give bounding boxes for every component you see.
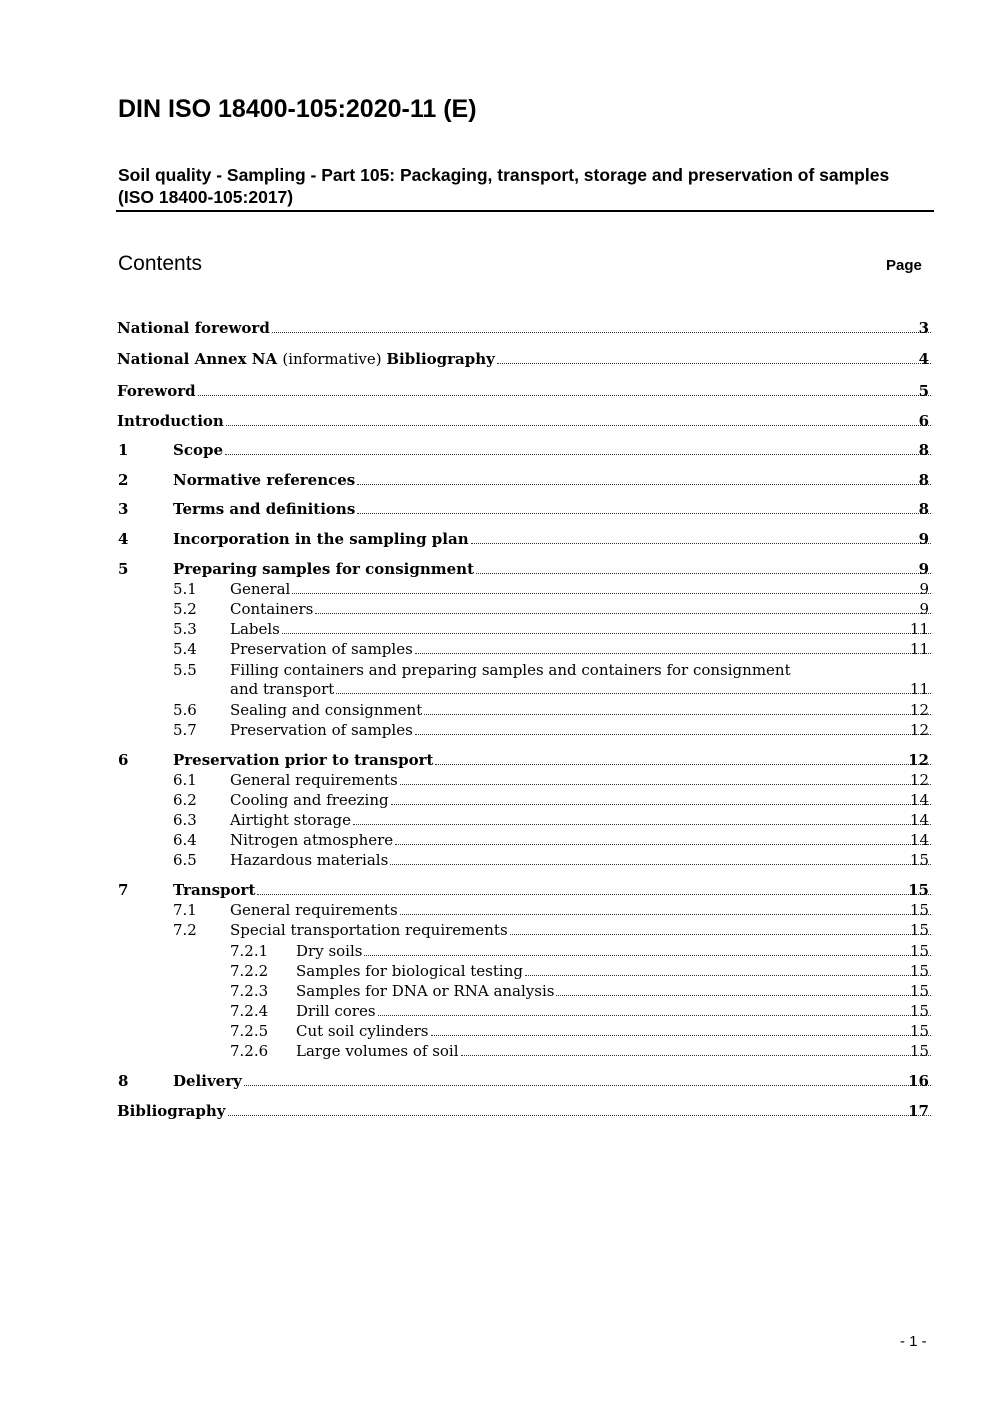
toc-entry-number: 5.5 (173, 661, 197, 679)
dot-leader (244, 1084, 931, 1086)
dot-leader (415, 652, 931, 654)
toc-entry[interactable] (0, 770, 992, 790)
toc-entry-number: 6.5 (173, 851, 197, 869)
toc-entry-page: 14 (909, 811, 929, 829)
toc-entry[interactable] (0, 1071, 992, 1091)
page-number: - 1 - (900, 1333, 927, 1350)
toc-entry-page: 14 (909, 791, 929, 809)
title-divider (116, 210, 934, 212)
toc-entry-page: 9 (918, 560, 929, 578)
toc-entry-title: Containers (230, 600, 314, 618)
toc-entry[interactable] (0, 850, 992, 870)
toc-entry[interactable] (0, 810, 992, 830)
toc-entry-title: Introduction (117, 412, 224, 430)
dot-leader (471, 542, 931, 544)
toc-entry[interactable] (0, 440, 992, 460)
toc-entry-title: Filling containers and preparing samples and containers for consignment (230, 661, 791, 679)
toc-entry-number: 7.2.2 (230, 962, 269, 980)
dot-leader (424, 713, 931, 715)
toc-entry[interactable] (0, 790, 992, 810)
dot-leader (395, 843, 931, 845)
page-column-heading: Page (886, 257, 922, 274)
dot-leader (257, 893, 931, 895)
dot-leader (390, 863, 931, 865)
toc-entry-page: 8 (918, 500, 929, 518)
toc-entry-title: Hazardous materials (230, 851, 389, 869)
toc-entry[interactable] (0, 639, 992, 659)
toc-entry[interactable] (0, 981, 992, 1001)
toc-entry[interactable] (0, 961, 992, 981)
dot-leader (461, 1054, 931, 1056)
toc-entry-title: National foreword (117, 319, 270, 337)
toc-entry-number: 7.2.6 (230, 1042, 269, 1060)
toc-entry-page: 15 (909, 901, 929, 919)
toc-entry-title: Samples for biological testing (296, 962, 523, 980)
toc-entry-page: 3 (918, 319, 929, 337)
toc-entry-page: 17 (908, 1102, 929, 1120)
toc-entry-page: 15 (908, 881, 929, 899)
dot-leader (357, 512, 931, 514)
toc-entry-page: 5 (918, 382, 929, 400)
dot-leader (497, 362, 931, 364)
dot-leader (378, 1014, 931, 1016)
toc-entry[interactable] (0, 941, 992, 961)
toc-entry-title: Cooling and freezing (230, 791, 389, 809)
toc-entry-number: 7.2.3 (230, 982, 269, 1000)
dot-leader (272, 331, 931, 333)
dot-leader (391, 803, 931, 805)
toc-entry[interactable] (0, 470, 992, 490)
toc-entry-number: 7.2 (173, 921, 197, 939)
dot-leader (315, 612, 931, 614)
toc-entry-page: 15 (909, 982, 929, 1000)
toc-entry-number: 7.2.5 (230, 1022, 269, 1040)
toc-entry-number: 6.3 (173, 811, 197, 829)
toc-entry[interactable] (0, 900, 992, 920)
dot-leader (353, 823, 931, 825)
toc-entry-title: Preservation prior to transport (173, 751, 434, 769)
toc-entry[interactable] (0, 700, 992, 720)
toc-entry-page: 11 (909, 640, 929, 658)
toc-entry-title: Terms and definitions (173, 500, 356, 518)
toc-entry-title: Preparing samples for consignment (173, 560, 474, 578)
document-title: DIN ISO 18400-105:2020-11 (E) (118, 95, 477, 123)
toc-entry-page: 15 (909, 1022, 929, 1040)
toc-entry-title: Transport (173, 881, 256, 899)
dot-leader (225, 453, 931, 455)
toc-entry-number: 7 (118, 881, 129, 899)
toc-entry-page: 11 (909, 680, 929, 698)
toc-entry-page: 15 (909, 921, 929, 939)
dot-leader (357, 483, 931, 485)
toc-entry-page: 11 (909, 620, 929, 638)
toc-entry-page: 12 (909, 771, 929, 789)
toc-entry-page: 16 (908, 1072, 929, 1090)
dot-leader (435, 763, 931, 765)
toc-entry-page: 15 (909, 1042, 929, 1060)
toc-entry-number: 2 (118, 471, 129, 489)
toc-entry-number: 5.1 (173, 580, 197, 598)
toc-entry[interactable] (0, 920, 992, 940)
toc-entry-title: Incorporation in the sampling plan (173, 530, 469, 548)
dot-leader (556, 994, 931, 996)
toc-entry[interactable] (0, 499, 992, 519)
toc-entry[interactable] (0, 750, 992, 770)
dot-leader (364, 954, 931, 956)
toc-entry-title: Preservation of samples (230, 640, 413, 658)
toc-entry-title: Preservation of samples (230, 721, 413, 739)
dot-leader (228, 1114, 932, 1116)
toc-entry-page: 4 (918, 350, 929, 368)
toc-entry-number: 6 (118, 751, 129, 769)
toc-entry-number: 5.3 (173, 620, 197, 638)
toc-entry[interactable] (0, 619, 992, 639)
toc-entry-title-continuation: and transport (230, 680, 335, 698)
toc-entry-title: Delivery (173, 1072, 242, 1090)
toc-entry-page: 12 (909, 721, 929, 739)
toc-entry-title: National Annex NA (informative) Bibliography (117, 350, 495, 368)
toc-entry-page: 12 (909, 701, 929, 719)
toc-entry[interactable] (0, 1001, 992, 1021)
toc-entry-title: Sealing and consignment (230, 701, 423, 719)
toc-entry-number: 5.7 (173, 721, 197, 739)
toc-entry-title: Foreword (117, 382, 196, 400)
toc-entry[interactable] (0, 1021, 992, 1041)
toc-entry[interactable] (0, 720, 992, 740)
toc-entry[interactable] (0, 599, 992, 619)
dot-leader (336, 692, 931, 694)
dot-leader (226, 424, 931, 426)
toc-entry-title: General requirements (230, 771, 398, 789)
toc-entry-title: Airtight storage (230, 811, 352, 829)
toc-entry-number: 5.4 (173, 640, 197, 658)
toc-entry[interactable] (0, 349, 992, 369)
toc-entry-page: 15 (909, 1002, 929, 1020)
toc-entry-page: 8 (918, 471, 929, 489)
toc-entry[interactable] (0, 559, 992, 579)
toc-entry-number: 6.1 (173, 771, 197, 789)
document-subtitle: Soil quality - Sampling - Part 105: Packaging, transport, storage and preservation of samples (ISO 18400-105:2017) (118, 165, 890, 207)
toc-entry[interactable] (0, 529, 992, 549)
toc-entry-page: 8 (918, 441, 929, 459)
toc-entry-page: 14 (909, 831, 929, 849)
toc-entry[interactable] (0, 830, 992, 850)
toc-entry-title: Labels (230, 620, 280, 638)
toc-entry-title: Nitrogen atmosphere (230, 831, 394, 849)
dot-leader (431, 1034, 931, 1036)
dot-leader (476, 572, 931, 574)
toc-entry-page: 15 (909, 942, 929, 960)
toc-entry-title: Drill cores (296, 1002, 376, 1020)
toc-entry[interactable] (0, 880, 992, 900)
toc-entry-title: General requirements (230, 901, 398, 919)
toc-entry[interactable] (0, 660, 992, 680)
toc-entry-title: Scope (173, 441, 224, 459)
toc-entry-title: General (230, 580, 291, 598)
toc-entry-title: Bibliography (117, 1102, 226, 1120)
dot-leader (292, 592, 931, 594)
toc-entry-number: 7.2.4 (230, 1002, 269, 1020)
toc-entry-number: 1 (118, 441, 129, 459)
dot-leader (400, 913, 931, 915)
dot-leader (525, 974, 931, 976)
toc-entry-number: 5.6 (173, 701, 197, 719)
toc-entry-number: 5.2 (173, 600, 197, 618)
dot-leader (510, 933, 931, 935)
toc-entry-number: 4 (118, 530, 129, 548)
toc-entry-title: Samples for DNA or RNA analysis (296, 982, 555, 1000)
toc-entry-number: 5 (118, 560, 129, 578)
toc-entry-number: 6.2 (173, 791, 197, 809)
toc-entry-number: 7.1 (173, 901, 197, 919)
toc-entry-number: 8 (118, 1072, 129, 1090)
toc-entry-page: 6 (918, 412, 929, 430)
dot-leader (282, 632, 931, 634)
toc-entry-title: Large volumes of soil (296, 1042, 459, 1060)
toc-entry-page: 12 (908, 751, 929, 769)
toc-entry-number: 3 (118, 500, 129, 518)
toc-entry-page: 9 (919, 600, 929, 618)
dot-leader (415, 733, 931, 735)
toc-entry-continuation[interactable] (0, 679, 992, 699)
toc-entry[interactable] (0, 318, 992, 338)
toc-entry-title: Normative references (173, 471, 356, 489)
dot-leader (198, 394, 931, 396)
toc-entry-page: 15 (909, 851, 929, 869)
toc-entry-page: 15 (909, 962, 929, 980)
toc-entry-page: 9 (918, 530, 929, 548)
toc-entry-number: 6.4 (173, 831, 197, 849)
toc-entry[interactable] (0, 1101, 992, 1121)
contents-heading: Contents (118, 252, 203, 275)
toc-entry[interactable] (0, 381, 992, 401)
toc-entry-title: Dry soils (296, 942, 363, 960)
toc-entry-page: 9 (919, 580, 929, 598)
toc-entry-number: 7.2.1 (230, 942, 269, 960)
toc-entry[interactable] (0, 411, 992, 431)
toc-entry-title: Cut soil cylinders (296, 1022, 429, 1040)
dot-leader (400, 783, 931, 785)
toc-entry[interactable] (0, 1041, 992, 1061)
toc-entry[interactable] (0, 579, 992, 599)
toc-entry-title: Special transportation requirements (230, 921, 508, 939)
